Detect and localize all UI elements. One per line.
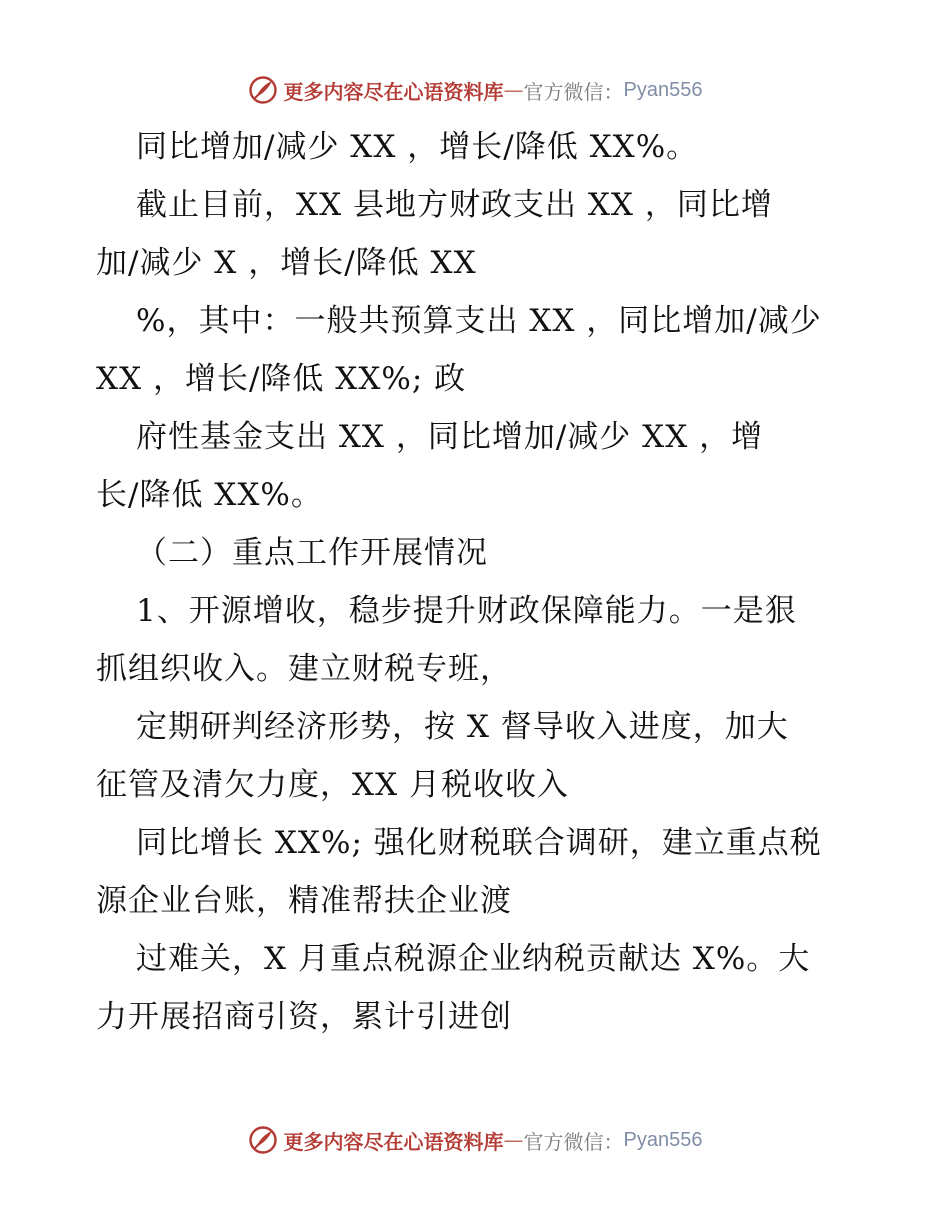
- text-line: 力开展招商引资，累计引进创: [96, 999, 512, 1035]
- watermark-wechat-id: Pyan556: [623, 1128, 703, 1151]
- watermark-separator: —: [503, 78, 524, 102]
- watermark-wechat-id: Pyan556: [623, 78, 703, 101]
- watermark-brand: 更多内容尽在心语资料库: [283, 1129, 504, 1154]
- text-line: 同比增长 XX%; 强化财税联合调研，建立重点税: [136, 825, 822, 861]
- text-line: 截止目前，XX 县地方财政支出 XX ，同比增: [136, 187, 773, 223]
- text-line: XX ，增长/降低 XX%; 政: [96, 361, 467, 397]
- footer-watermark: [0, 1120, 950, 1160]
- text-line: 同比增加/减少 XX ，增长/降低 XX%。: [136, 129, 699, 165]
- feather-pen-circle-icon: [248, 1125, 278, 1155]
- text-line: 源企业台账，精准帮扶企业渡: [96, 883, 512, 919]
- text-line: 征管及清欠力度，XX 月税收收入: [96, 767, 569, 803]
- text-line: 抓组织收入。建立财税专班，: [96, 651, 512, 687]
- text-line: %，其中：一般共预算支出 XX ，同比增加/减少: [136, 303, 822, 339]
- section-heading: （二）重点工作开展情况: [136, 535, 488, 571]
- document-body: [96, 118, 896, 1046]
- header-watermark: [0, 70, 950, 110]
- text-line: 加/减少 X ，增长/降低 XX: [96, 245, 477, 281]
- feather-pen-circle-icon: [248, 75, 278, 105]
- watermark-wechat-label: 官方微信：: [523, 1129, 624, 1154]
- text-line: 过难关，X 月重点税源企业纳税贡献达 X%。大: [136, 941, 811, 977]
- watermark-wechat-label: 官方微信：: [523, 79, 624, 104]
- text-line: 1、开源增收，稳步提升财政保障能力。一是狠: [136, 593, 797, 629]
- watermark-separator: —: [503, 1128, 524, 1152]
- text-line: 长/降低 XX%。: [96, 477, 323, 513]
- text-line: 府性基金支出 XX ，同比增加/减少 XX ，增: [136, 419, 764, 455]
- watermark-brand: 更多内容尽在心语资料库: [283, 79, 504, 104]
- text-line: 定期研判经济形势，按 X 督导收入进度，加大: [136, 709, 789, 745]
